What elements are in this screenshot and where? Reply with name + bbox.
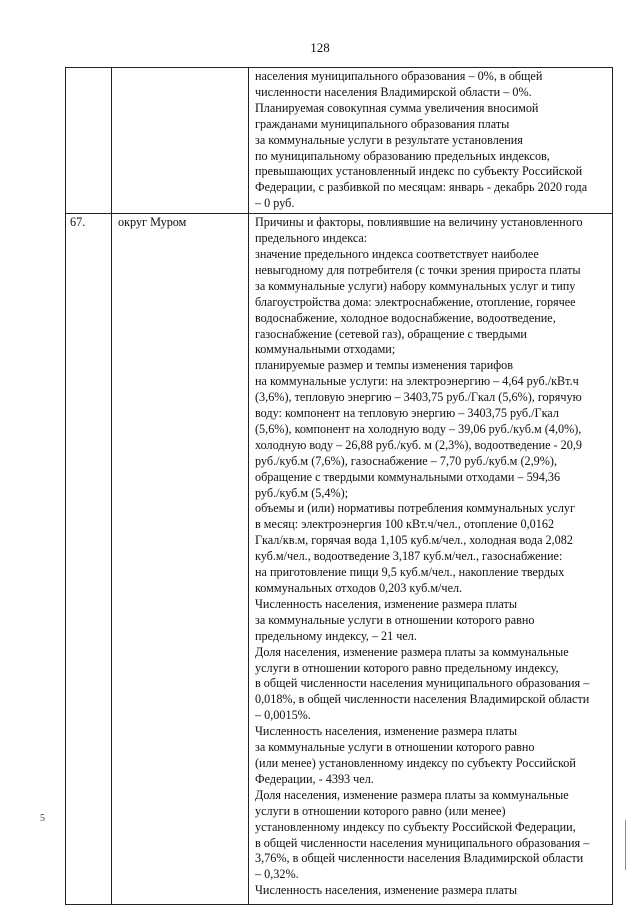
text-line: Доля населения, изменение размера платы за коммунальные: [255, 644, 569, 659]
text-line: за коммунальные услуги в результате установления: [255, 132, 523, 147]
municipality-name: округ Муром: [118, 215, 187, 230]
document-table: [65, 67, 613, 905]
text-line: руб./куб.м (5,4%);: [255, 485, 349, 500]
text-line: гражданами муниципального образования платы: [255, 116, 510, 131]
text-line: Доля населения, изменение размера платы за коммунальные: [255, 787, 569, 802]
text-line: 0,018%, в общей численности населения Владимирской области: [255, 692, 590, 707]
text-line: невыгодному для потребителя (с точки зрения прироста платы: [255, 262, 581, 277]
table-row: [66, 68, 613, 214]
text-line: населения муниципального образования – 0%, в общей: [255, 69, 543, 83]
text-line: услуги в отношении которого равно (или менее): [255, 803, 506, 818]
text-line: холодную воду – 26,88 руб./куб. м (2,3%), водоотведение - 20,9: [255, 437, 582, 452]
text-line: (5,6%), компонент на холодную воду – 39,06 руб./куб.м (4,0%),: [255, 421, 582, 436]
text-line: установленному индексу по субъекту Российской Федерации,: [255, 819, 576, 834]
text-line: в общей численности населения муниципального образования –: [255, 676, 590, 691]
text-line: за коммунальные услуги в отношении которого равно: [255, 612, 535, 627]
text-line: – 0 руб.: [255, 196, 295, 211]
municipality-cell: [112, 214, 249, 905]
scan-edge-mark: [625, 820, 626, 870]
text-line: Численность населения, изменение размера платы: [255, 883, 518, 898]
text-line: на приготовление пищи 9,5 куб.м/чел., накопление твердых: [255, 565, 565, 580]
text-line: численности населения Владимирской области – 0%.: [255, 84, 532, 99]
description-cell: [249, 214, 613, 905]
text-line: Федерации, - 4393 чел.: [255, 771, 374, 786]
text-line: в общей численности населения муниципального образования –: [255, 835, 590, 850]
text-line: предельного индекса:: [255, 231, 368, 246]
text-line: куб.м/чел., водоотведение 3,187 куб.м/чел., газоснабжение:: [255, 549, 563, 564]
text-line: коммунальными отходами;: [255, 342, 396, 357]
table-row: [66, 214, 613, 905]
text-line: Причины и факторы, повлиявшие на величину установленного: [255, 215, 583, 230]
row-number-cell: [66, 214, 112, 905]
text-line: за коммунальные услуги в отношении которого равно: [255, 740, 535, 755]
description-cell: [249, 68, 613, 214]
text-line: объемы и (или) нормативы потребления коммунальных услуг: [255, 501, 576, 516]
text-line: Численность населения, изменение размера платы: [255, 724, 518, 739]
text-line: (3,6%), тепловую энергию – 3403,75 руб./Гкал (5,6%), горячую: [255, 390, 582, 405]
text-line: обращение с твердыми коммунальными отходами – 594,36: [255, 469, 561, 484]
page-number: 128: [310, 40, 330, 55]
text-line: Планируемая совокупная сумма увеличения вносимой: [255, 100, 539, 115]
text-line: коммунальных отходов 0,203 куб.м/чел.: [255, 581, 463, 596]
text-line: воду: компонент на тепловую энергию – 3403,75 руб./Гкал: [255, 406, 559, 421]
text-line: (или менее) установленному индексу по субъекту Российской: [255, 755, 576, 770]
text-line: в месяц: электроэнергия 100 кВт.ч/чел., отопление 0,0162: [255, 517, 555, 532]
text-line: – 0,32%.: [255, 867, 299, 882]
municipality-name: [112, 68, 248, 69]
text-line: водоснабжение, холодное водоснабжение, водоотведение,: [255, 310, 556, 325]
text-line: на коммунальные услуги: на электроэнергию – 4,64 руб./кВт.ч: [255, 374, 579, 389]
text-line: газоснабжение (сетевой газ), обращение с твердыми: [255, 326, 527, 341]
row-number-cell: [66, 68, 112, 214]
text-line: по муниципальному образованию предельных индексов,: [255, 148, 550, 163]
text-line: за коммунальные услуги) набору коммунальных услуг и типу: [255, 278, 576, 293]
text-line: – 0,0015%.: [255, 708, 311, 723]
municipality-cell: [112, 68, 249, 214]
text-line: предельному индексу, – 21 чел.: [255, 628, 417, 643]
text-line: Численность населения, изменение размера платы: [255, 596, 518, 611]
text-line: Гкал/кв.м, горячая вода 1,105 куб.м/чел., холодная вода 2,082: [255, 533, 573, 548]
text-line: значение предельного индекса соответствует наиболее: [255, 246, 539, 261]
text-line: 3,76%, в общей численности населения Владимирской области: [255, 851, 584, 866]
text-line: услуги в отношении которого равно предельному индексу,: [255, 660, 559, 675]
row-number: 67.: [70, 215, 86, 230]
text-line: благоустройства дома: электроснабжение, отопление, горячее: [255, 294, 576, 309]
text-line: руб./куб.м (7,6%), газоснабжение – 7,70 руб./куб.м (2,9%),: [255, 453, 557, 468]
text-line: планируемые размер и темпы изменения тарифов: [255, 358, 514, 373]
text-line: превышающих установленный индекс по субъекту Российской: [255, 164, 583, 179]
text-line: Федерации, с разбивкой по месяцам: январь - декабрь 2020 года: [255, 180, 588, 195]
table-body: [66, 68, 613, 905]
row-number: [66, 68, 111, 69]
margin-mark: 5: [40, 813, 45, 824]
